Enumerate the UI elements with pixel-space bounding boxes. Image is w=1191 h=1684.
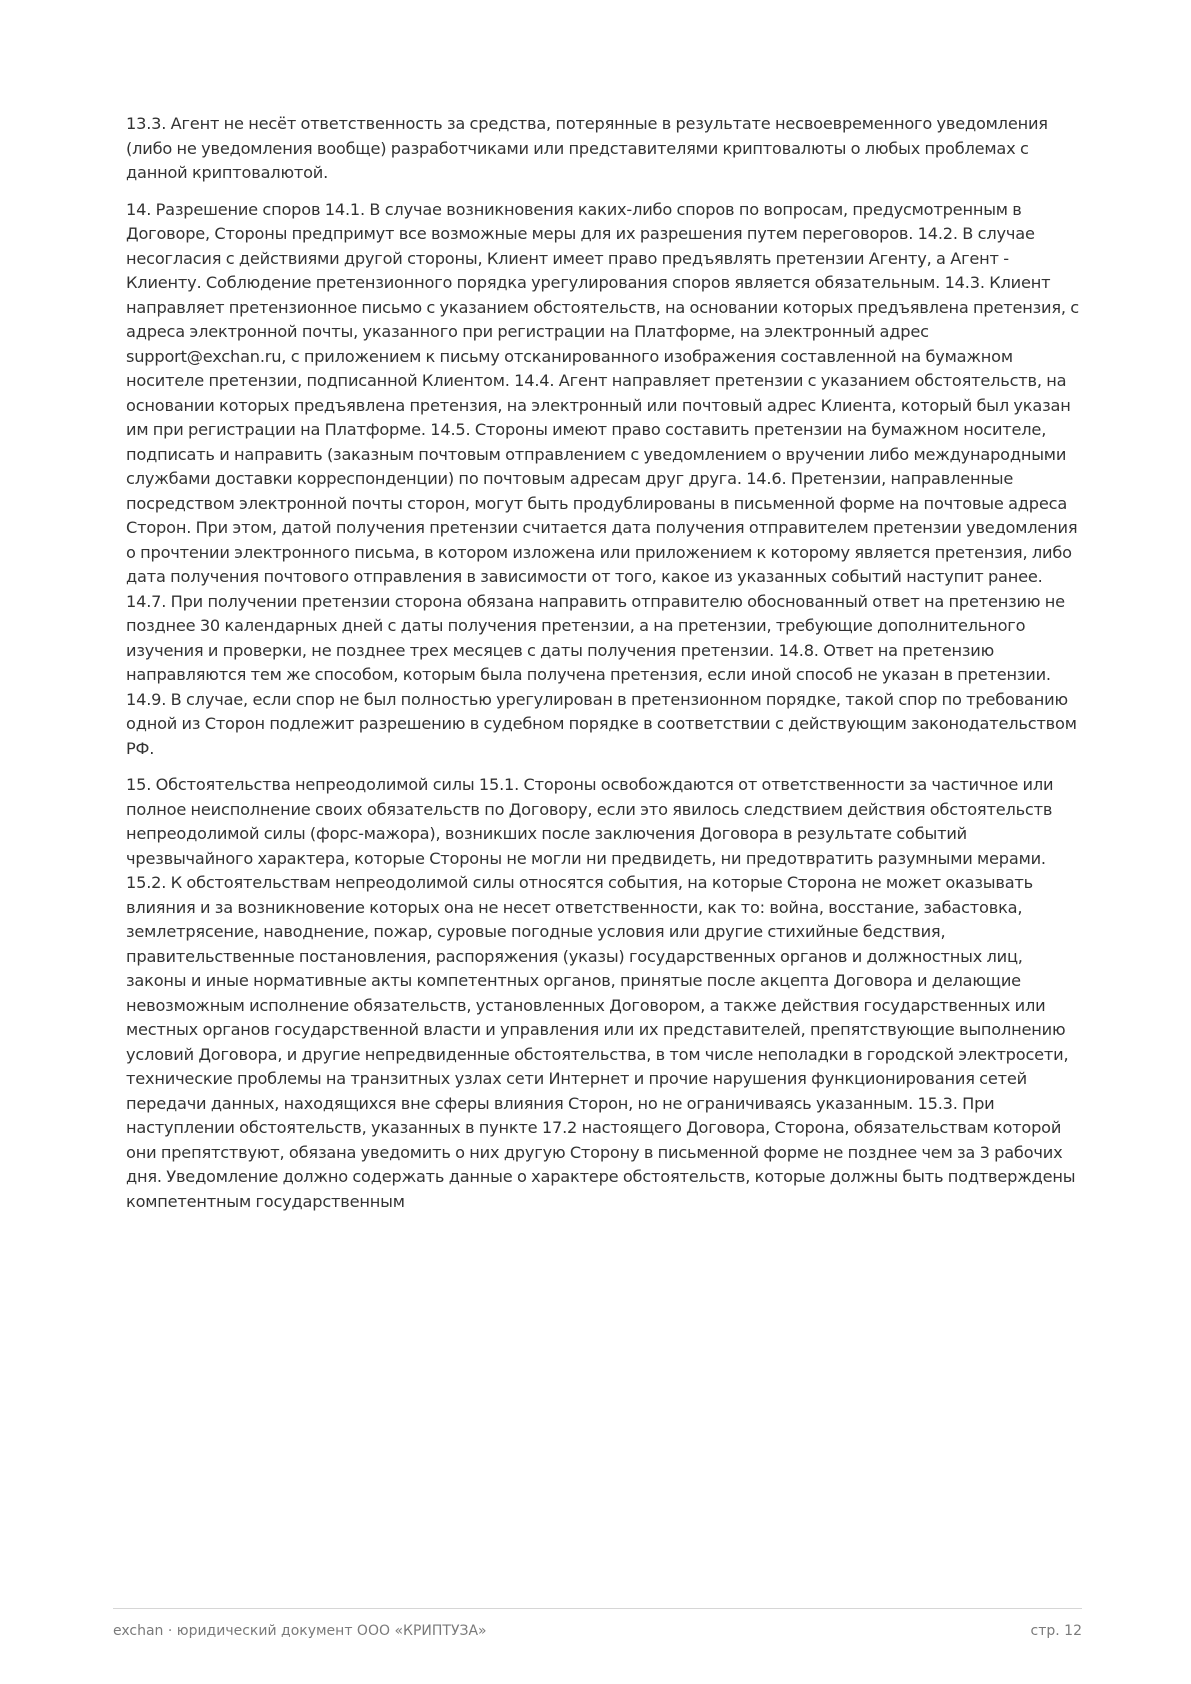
paragraph-14-dispute-resolution: 14. Разрешение споров 14.1. В случае возникновения каких-либо споров по вопросам, предусмотренным в Договоре, Стороны предпримут все возможные меры для их разрешения путем переговоров. 14.2. В случае несогласия с действиями другой стороны, Клиент имеет право предъявлять претензии Агенту, а Агент - Клиенту. Соблюдение претензионного порядка урегулирования споров является обязательным. 14.3. Клиент направляет претензионное письмо с указанием обстоятельств, на основании которых предъявлена претензия, с адреса электронной почты, указанного при регистрации на Платформе, на электронный адрес support@exchan.ru, с приложением к письму отсканированного изображения составленной на бумажном носителе претензии, подписанной Клиентом. 14.4. Агент направляет претензии с указанием обстоятельств, на основании которых предъявлена претензия, на электронный или почтовый адрес Клиента, который был указан им при регистрации на Платформе. 14.5. Стороны имеют право составить претензии на бумажном носителе, подписать и направить (заказным почтовым отправлением с уведомлением о вручении либо международными службами доставки корреспонденции) по почтовым адресам друг друга. 14.6. Претензии, направленные посредством электронной почты сторон, могут быть продублированы в письменной форме на почтовые адреса Сторон. При этом, датой получения претензии считается дата получения отправителем претензии уведомления о прочтении электронного письма, в котором изложена или приложением к которому является претензия, либо дата получения почтового отправления в зависимости от того, какое из указанных событий наступит ранее. 14.7. При получении претензии сторона обязана направить отправителю обоснованный ответ на претензию не позднее 30 календарных дней с даты получения претензии, а на претензии, требующие дополнительного изучения и проверки, не позднее трех месяцев с даты получения претензии. 14.8. Ответ на претензию направляются тем же способом, которым была получена претензия, если иной способ не указан в претензии. 14.9. В случае, если спор не был полностью урегулирован в претензионном порядке, такой спор по требованию одной из Сторон подлежит разрешению в судебном порядке в соответствии с действующим законодательством РФ. xyxy=(126,199,1079,758)
paragraph-15-force-majeure: 15. Обстоятельства непреодолимой силы 15.1. Стороны освобождаются от ответственности за частичное или полное неисполнение своих обязательств по Договору, если это явилось следствием действия обстоятельств непреодолимой силы (форс-мажора), возникших после заключения Договора в результате событий чрезвычайного характера, которые Стороны не могли ни предвидеть, ни предотвратить разумными мерами. 15.2. К обстоятельствам непреодолимой силы относятся события, на которые Сторона не может оказывать влияния и за возникновение которых она не несет ответственности, как то: война, восстание, забастовка, землетрясение, наводнение, пожар, суровые погодные условия или другие стихийные бедствия, правительственные постановления, распоряжения (указы) государственных органов и должностных лиц, законы и иные нормативные акты компетентных органов, принятые после акцепта Договора и делающие невозможным исполнение обязательств, установленных Договором, а также действия государственных или местных органов государственной власти и управления или их представителей, препятствующие выполнению условий Договора, и другие непредвиденные обстоятельства, в том числе неполадки в городской электросети, технические проблемы на транзитных узлах сети Интернет и прочие нарушения функционирования сетей передачи данных, находящихся вне сферы влияния Сторон, но не ограничиваясь указанным. 15.3. При наступлении обстоятельств, указанных в пункте 17.2 настоящего Договора, Сторона, обязательствам которой они препятствуют, обязана уведомить о них другую Сторону в письменной форме не позднее чем за 3 рабочих дня. Уведомление должно содержать данные о характере обстоятельств, которые должны быть подтверждены компетентным государственным xyxy=(126,775,1076,1211)
page-number: стр. 12 xyxy=(1030,1623,1082,1639)
paragraph-13-3: 13.3. Агент не несёт ответственность за средства, потерянные в результате несвоевременного уведомления (либо не уведомления вообще) разработчиками или представителями криптовалюты о любых проблемах с данной криптовалютой. xyxy=(126,114,1048,182)
document-body xyxy=(126,112,1080,1226)
footer-document-label: exchan · юридический документ ООО «КРИПТУЗА» xyxy=(113,1623,487,1639)
page-footer xyxy=(113,1608,1082,1639)
